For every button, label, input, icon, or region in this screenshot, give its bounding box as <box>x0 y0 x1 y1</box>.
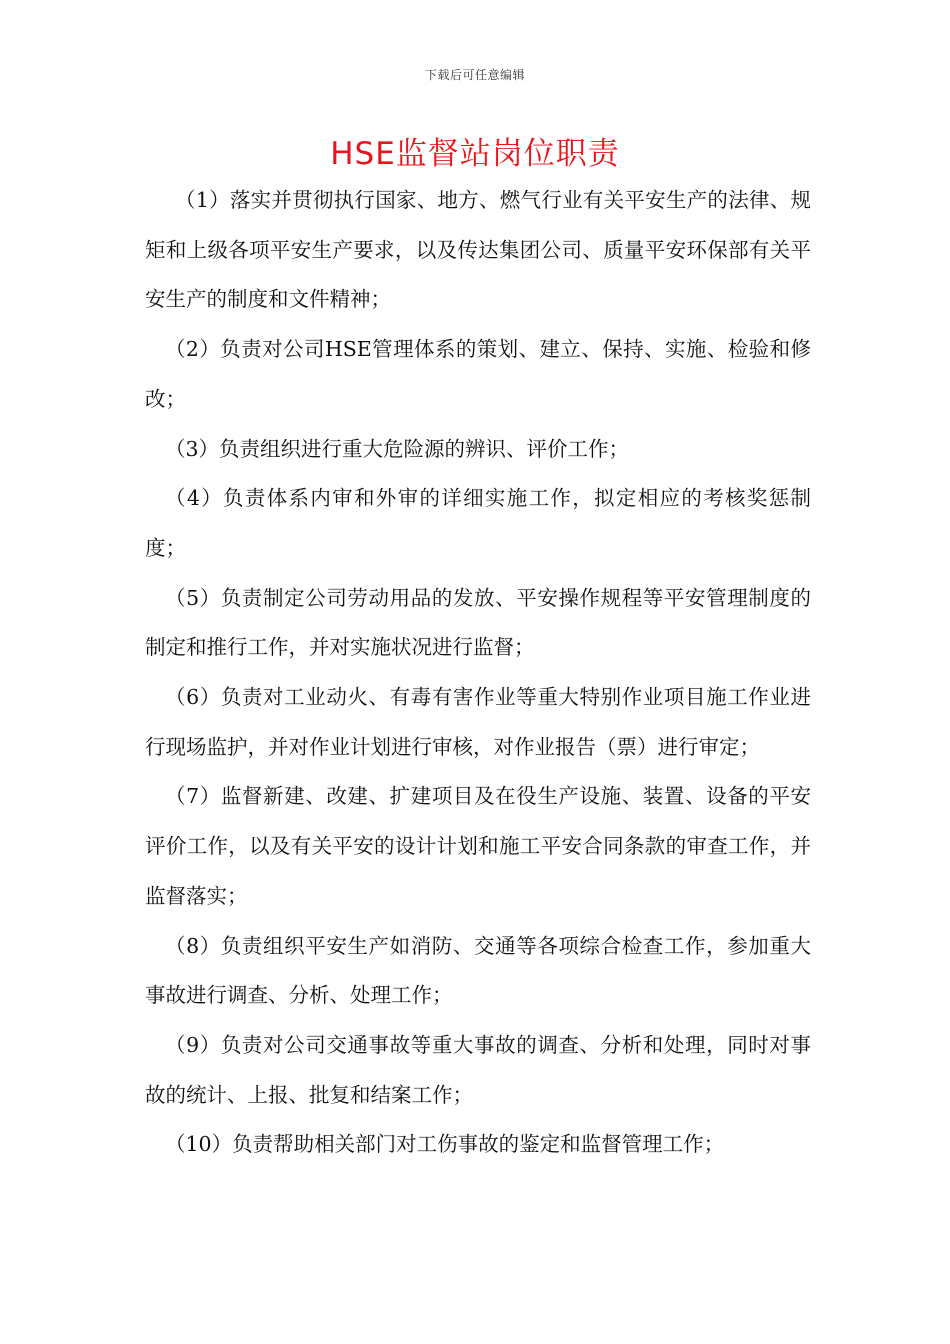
paragraph-6: （6）负责对工业动火、有毒有害作业等重大特别作业项目施工作业进行现场监护，并对作业计划进行审核，对作业报告（票）进行审定； <box>145 685 811 759</box>
paragraph-9: （9）负责对公司交通事故等重大事故的调查、分析和处理，同时对事故的统计、上报、批复和结案工作； <box>145 1032 811 1107</box>
paragraph-5: （5）负责制定公司劳动用品的发放、平安操作规程等平安管理制度的制定和推行工作，并对实施状况进行监督； <box>145 585 811 660</box>
paragraph-4: （4）负责体系内审和外审的详细实施工作，拟定相应的考核奖惩制度； <box>145 486 811 560</box>
header-note: 下载后可任意编辑 <box>424 68 525 82</box>
document-body <box>145 176 811 1170</box>
paragraph-3: （3）负责组织进行重大危险源的辨识、评价工作； <box>165 436 630 461</box>
paragraph-2: （2）负责对公司HSE管理体系的策划、建立、保持、实施、检验和修改； <box>145 337 811 411</box>
paragraph-1: （1）落实并贯彻执行国家、地方、燃气行业有关平安生产的法律、规矩和上级各项平安生产要求，以及传达集团公司、质量平安环保部有关平安生产的制度和文件精神； <box>145 188 811 312</box>
paragraph-7: （7）监督新建、改建、扩建项目及在役生产设施、装置、设备的平安评价工作，以及有关平安的设计计划和施工平安合同条款的审查工作，并监督落实； <box>145 784 811 908</box>
paragraph-8: （8）负责组织平安生产如消防、交通等各项综合检查工作，参加重大事故进行调查、分析、处理工作； <box>145 933 811 1008</box>
document-title: HSE监督站岗位职责 <box>330 136 620 172</box>
paragraph-10: （10）负责帮助相关部门对工伤事故的鉴定和监督管理工作； <box>165 1132 725 1157</box>
